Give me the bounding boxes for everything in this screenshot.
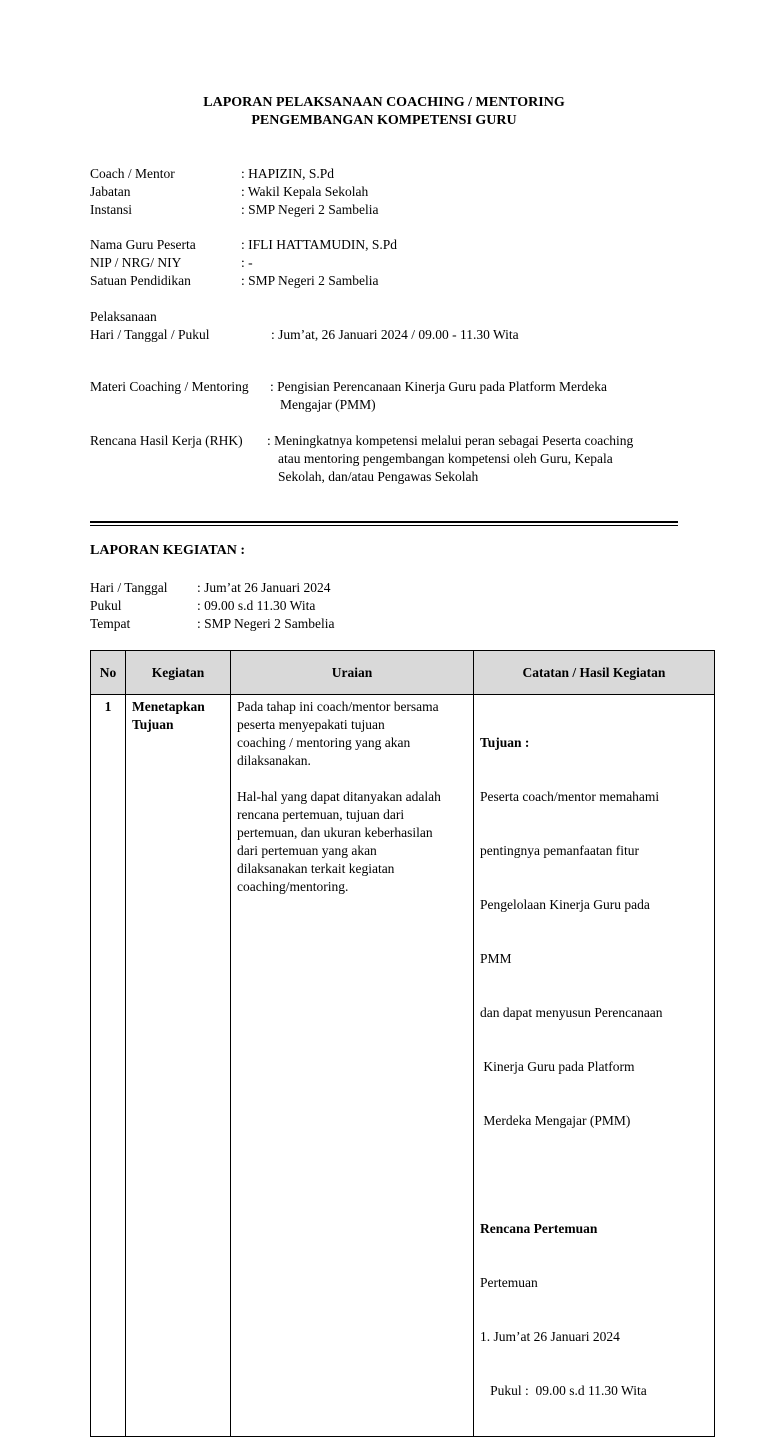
header-catatan: Catatan / Hasil Kegiatan <box>474 651 715 695</box>
kegiatan-line-1: Menetapkan <box>132 699 205 714</box>
pelaksanaan-hari-value: : Jum’at, 26 Januari 2024 / 09.00 - 11.30 Wita <box>271 327 519 342</box>
instansi-value: : SMP Negeri 2 Sambelia <box>241 202 379 217</box>
materi-value-line-2: Mengajar (PMM) <box>280 397 376 412</box>
kegiatan-table <box>90 650 715 1437</box>
uraian-line: peserta menyepakati tujuan <box>237 717 385 732</box>
table-header-row <box>91 651 715 695</box>
uraian-line: dari pertemuan yang akan <box>237 843 377 858</box>
materi-label: Materi Coaching / Mentoring <box>90 379 249 394</box>
rencana-heading: Rencana Pertemuan <box>480 1221 598 1236</box>
divider-top <box>90 521 678 523</box>
header-no: No <box>91 651 126 695</box>
laporan-hari-label: Hari / Tanggal <box>90 580 168 595</box>
materi-value-line-1: : Pengisian Perencanaan Kinerja Guru pada Platform Merdeka <box>270 379 608 394</box>
coach-label: Coach / Mentor <box>90 166 175 181</box>
uraian-line: pertemuan, dan ukuran keberhasilan <box>237 825 433 840</box>
table-row <box>91 695 715 1437</box>
jabatan-label: Jabatan <box>90 184 131 199</box>
rhk-label: Rencana Hasil Kerja (RHK) <box>90 433 243 448</box>
cell-no <box>91 695 126 1437</box>
uraian-line: coaching / mentoring yang akan <box>237 735 411 750</box>
catatan-line: pentingnya pemanfaatan fitur <box>480 843 639 858</box>
rhk-value-line-3: Sekolah, dan/atau Pengawas Sekolah <box>278 469 479 484</box>
rencana-line: 1. Jum’at 26 Januari 2024 <box>480 1329 620 1344</box>
catatan-line: Kinerja Guru pada Platform <box>480 1059 635 1074</box>
rencana-line: Pukul : 09.00 s.d 11.30 Wita <box>480 1383 647 1398</box>
row-number: 1 <box>104 699 112 714</box>
peserta-label: Nama Guru Peserta <box>90 237 196 252</box>
laporan-tempat-label: Tempat <box>90 616 131 631</box>
uraian-line: Pada tahap ini coach/mentor bersama <box>237 699 439 714</box>
pelaksanaan-heading: Pelaksanaan <box>90 309 157 324</box>
jabatan-value: : Wakil Kepala Sekolah <box>241 184 369 199</box>
instansi-label: Instansi <box>90 202 132 217</box>
coach-value: : HAPIZIN, S.Pd <box>241 166 335 181</box>
laporan-pukul-value: : 09.00 s.d 11.30 Wita <box>197 598 316 613</box>
header-kegiatan: Kegiatan <box>126 651 231 695</box>
catatan-line: PMM <box>480 951 512 966</box>
catatan-line: Pengelolaan Kinerja Guru pada <box>480 897 650 912</box>
rhk-value-line-1: : Meningkatnya kompetensi melalui peran sebagai Peserta coaching <box>267 433 634 448</box>
kegiatan-line-2: Tujuan <box>132 717 174 732</box>
satuan-value: : SMP Negeri 2 Sambelia <box>241 273 379 288</box>
laporan-heading: LAPORAN KEGIATAN : <box>90 543 246 558</box>
rhk-value-line-2: atau mentoring pengembangan kompetensi oleh Guru, Kepala <box>278 451 613 466</box>
satuan-label: Satuan Pendidikan <box>90 273 191 288</box>
catatan-line: Merdeka Mengajar (PMM) <box>480 1113 631 1128</box>
peserta-value: : IFLI HATTAMUDIN, S.Pd <box>241 237 398 252</box>
header-uraian: Uraian <box>231 651 474 695</box>
nip-value: : - <box>241 255 253 270</box>
document-title-line-1: LAPORAN PELAKSANAAN COACHING / MENTORING <box>203 95 565 110</box>
pelaksanaan-hari-label: Hari / Tanggal / Pukul <box>90 327 210 342</box>
uraian-line: dilaksanakan. <box>237 753 311 768</box>
cell-catatan <box>474 695 715 1437</box>
nip-label: NIP / NRG/ NIY <box>90 255 182 270</box>
tujuan-heading: Tujuan : <box>480 735 530 750</box>
divider-bottom <box>90 525 678 526</box>
laporan-tempat-value: : SMP Negeri 2 Sambelia <box>197 616 335 631</box>
cell-kegiatan <box>126 695 231 1437</box>
uraian-line: coaching/mentoring. <box>237 879 349 894</box>
document-title-line-2: PENGEMBANGAN KOMPETENSI GURU <box>251 113 517 128</box>
laporan-pukul-label: Pukul <box>90 598 122 613</box>
cell-uraian <box>231 695 474 1437</box>
uraian-line: Hal-hal yang dapat ditanyakan adalah <box>237 789 441 804</box>
rencana-line: Pertemuan <box>480 1275 538 1290</box>
laporan-hari-value: : Jum’at 26 Januari 2024 <box>197 580 331 595</box>
uraian-line: rencana pertemuan, tujuan dari <box>237 807 405 822</box>
catatan-line: Peserta coach/mentor memahami <box>480 789 660 804</box>
uraian-line: dilaksanakan terkait kegiatan <box>237 861 395 876</box>
catatan-line: dan dapat menyusun Perencanaan <box>480 1005 663 1020</box>
